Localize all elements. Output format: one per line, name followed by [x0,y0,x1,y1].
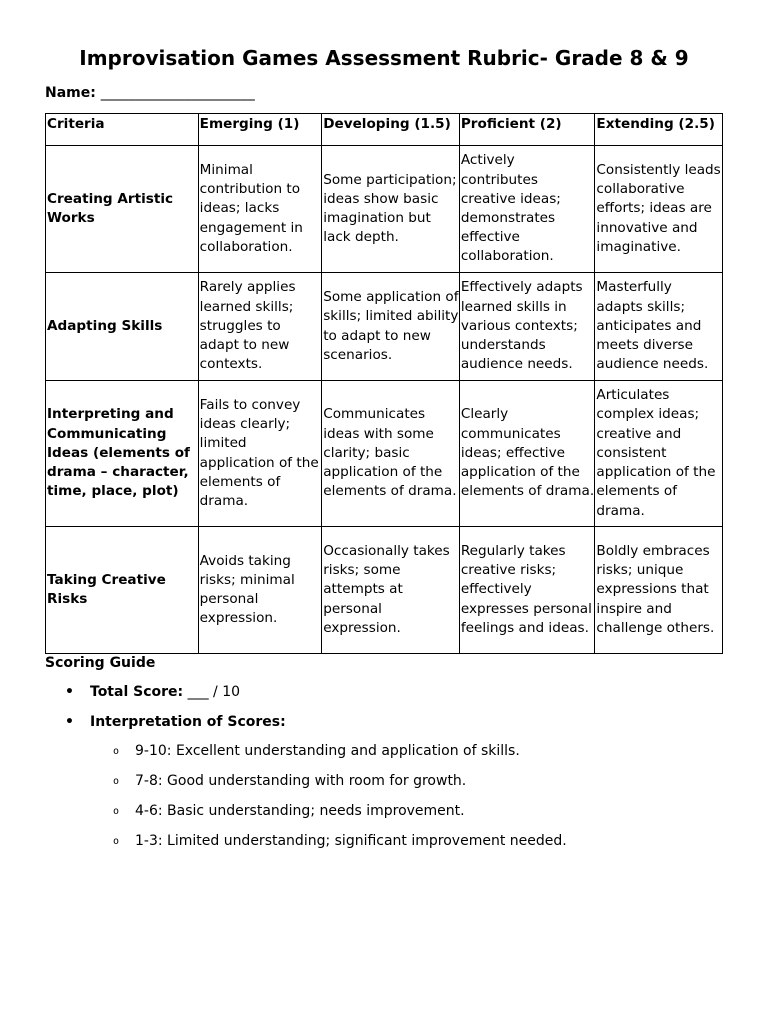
rubric-table [45,113,723,654]
table-row [46,146,723,273]
table-row [46,273,723,381]
criteria-cell: Taking Creative Risks [46,527,199,654]
developing-cell: Some participation; ideas show basic imagination but lack depth. [322,146,460,273]
criteria-cell: Interpreting and Communicating Ideas (elements of drama – character, time, place, plot) [46,381,199,527]
interpretation-entry: o 9-10: Excellent understanding and application of skills. [90,742,745,760]
scoring-guide-heading: Scoring Guide [45,655,156,671]
extending-cell: Articulates complex ideas; creative and consistent application of the elements of drama. [595,381,723,527]
name-label: Name: [45,85,96,101]
rubric-header-row [46,114,723,146]
emerging-cell: Rarely applies learned skills; struggles to adapt to new contexts. [198,273,322,381]
scoring-list [45,683,745,862]
extending-cell: Masterfully adapts skills; anticipates and meets diverse audience needs. [595,273,723,381]
total-score-value: ___ / 10 [187,684,241,700]
interpretation-label: Interpretation of Scores: [90,714,286,730]
emerging-cell: Avoids taking risks; minimal personal expression. [198,527,322,654]
page-title: Improvisation Games Assessment Rubric- Grade 8 & 9 [79,46,689,70]
total-score-item [45,683,745,701]
name-blank-line: ______________________ [100,85,255,101]
developing-cell: Some application of skills; limited ability to adapt to new scenarios. [322,273,460,381]
criteria-cell: Adapting Skills [46,273,199,381]
extending-cell: Boldly embraces risks; unique expressions that inspire and challenge others. [595,527,723,654]
header-extending: Extending (2.5) [595,114,723,146]
proficient-cell: Clearly communicates ideas; effective application of the elements of drama. [459,381,595,527]
developing-cell: Communicates ideas with some clarity; basic application of the elements of drama. [322,381,460,527]
header-emerging: Emerging (1) [198,114,322,146]
table-row [46,381,723,527]
proficient-cell: Regularly takes creative risks; effectively expresses personal feelings and ideas. [459,527,595,654]
interpretation-list [90,742,745,850]
interpretation-entry: o 4-6: Basic understanding; needs improvement. [90,802,745,820]
table-row [46,527,723,654]
emerging-cell: Fails to convey ideas clearly; limited application of the elements of drama. [198,381,322,527]
extending-cell: Consistently leads collaborative efforts; ideas are innovative and imaginative. [595,146,723,273]
criteria-cell: Creating Artistic Works [46,146,199,273]
proficient-cell: Actively contributes creative ideas; demonstrates effective collaboration. [459,146,595,273]
name-field [45,84,255,102]
interpretation-entry: o 7-8: Good understanding with room for growth. [90,772,745,790]
interpretation-entry: o 1-3: Limited understanding; significant improvement needed. [90,832,745,850]
total-score-label: Total Score: [90,684,184,700]
header-proficient: Proficient (2) [459,114,595,146]
developing-cell: Occasionally takes risks; some attempts at personal expression. [322,527,460,654]
header-criteria: Criteria [46,114,199,146]
header-developing: Developing (1.5) [322,114,460,146]
interpretation-item [45,713,745,850]
proficient-cell: Effectively adapts learned skills in various contexts; understands audience needs. [459,273,595,381]
emerging-cell: Minimal contribution to ideas; lacks engagement in collaboration. [198,146,322,273]
